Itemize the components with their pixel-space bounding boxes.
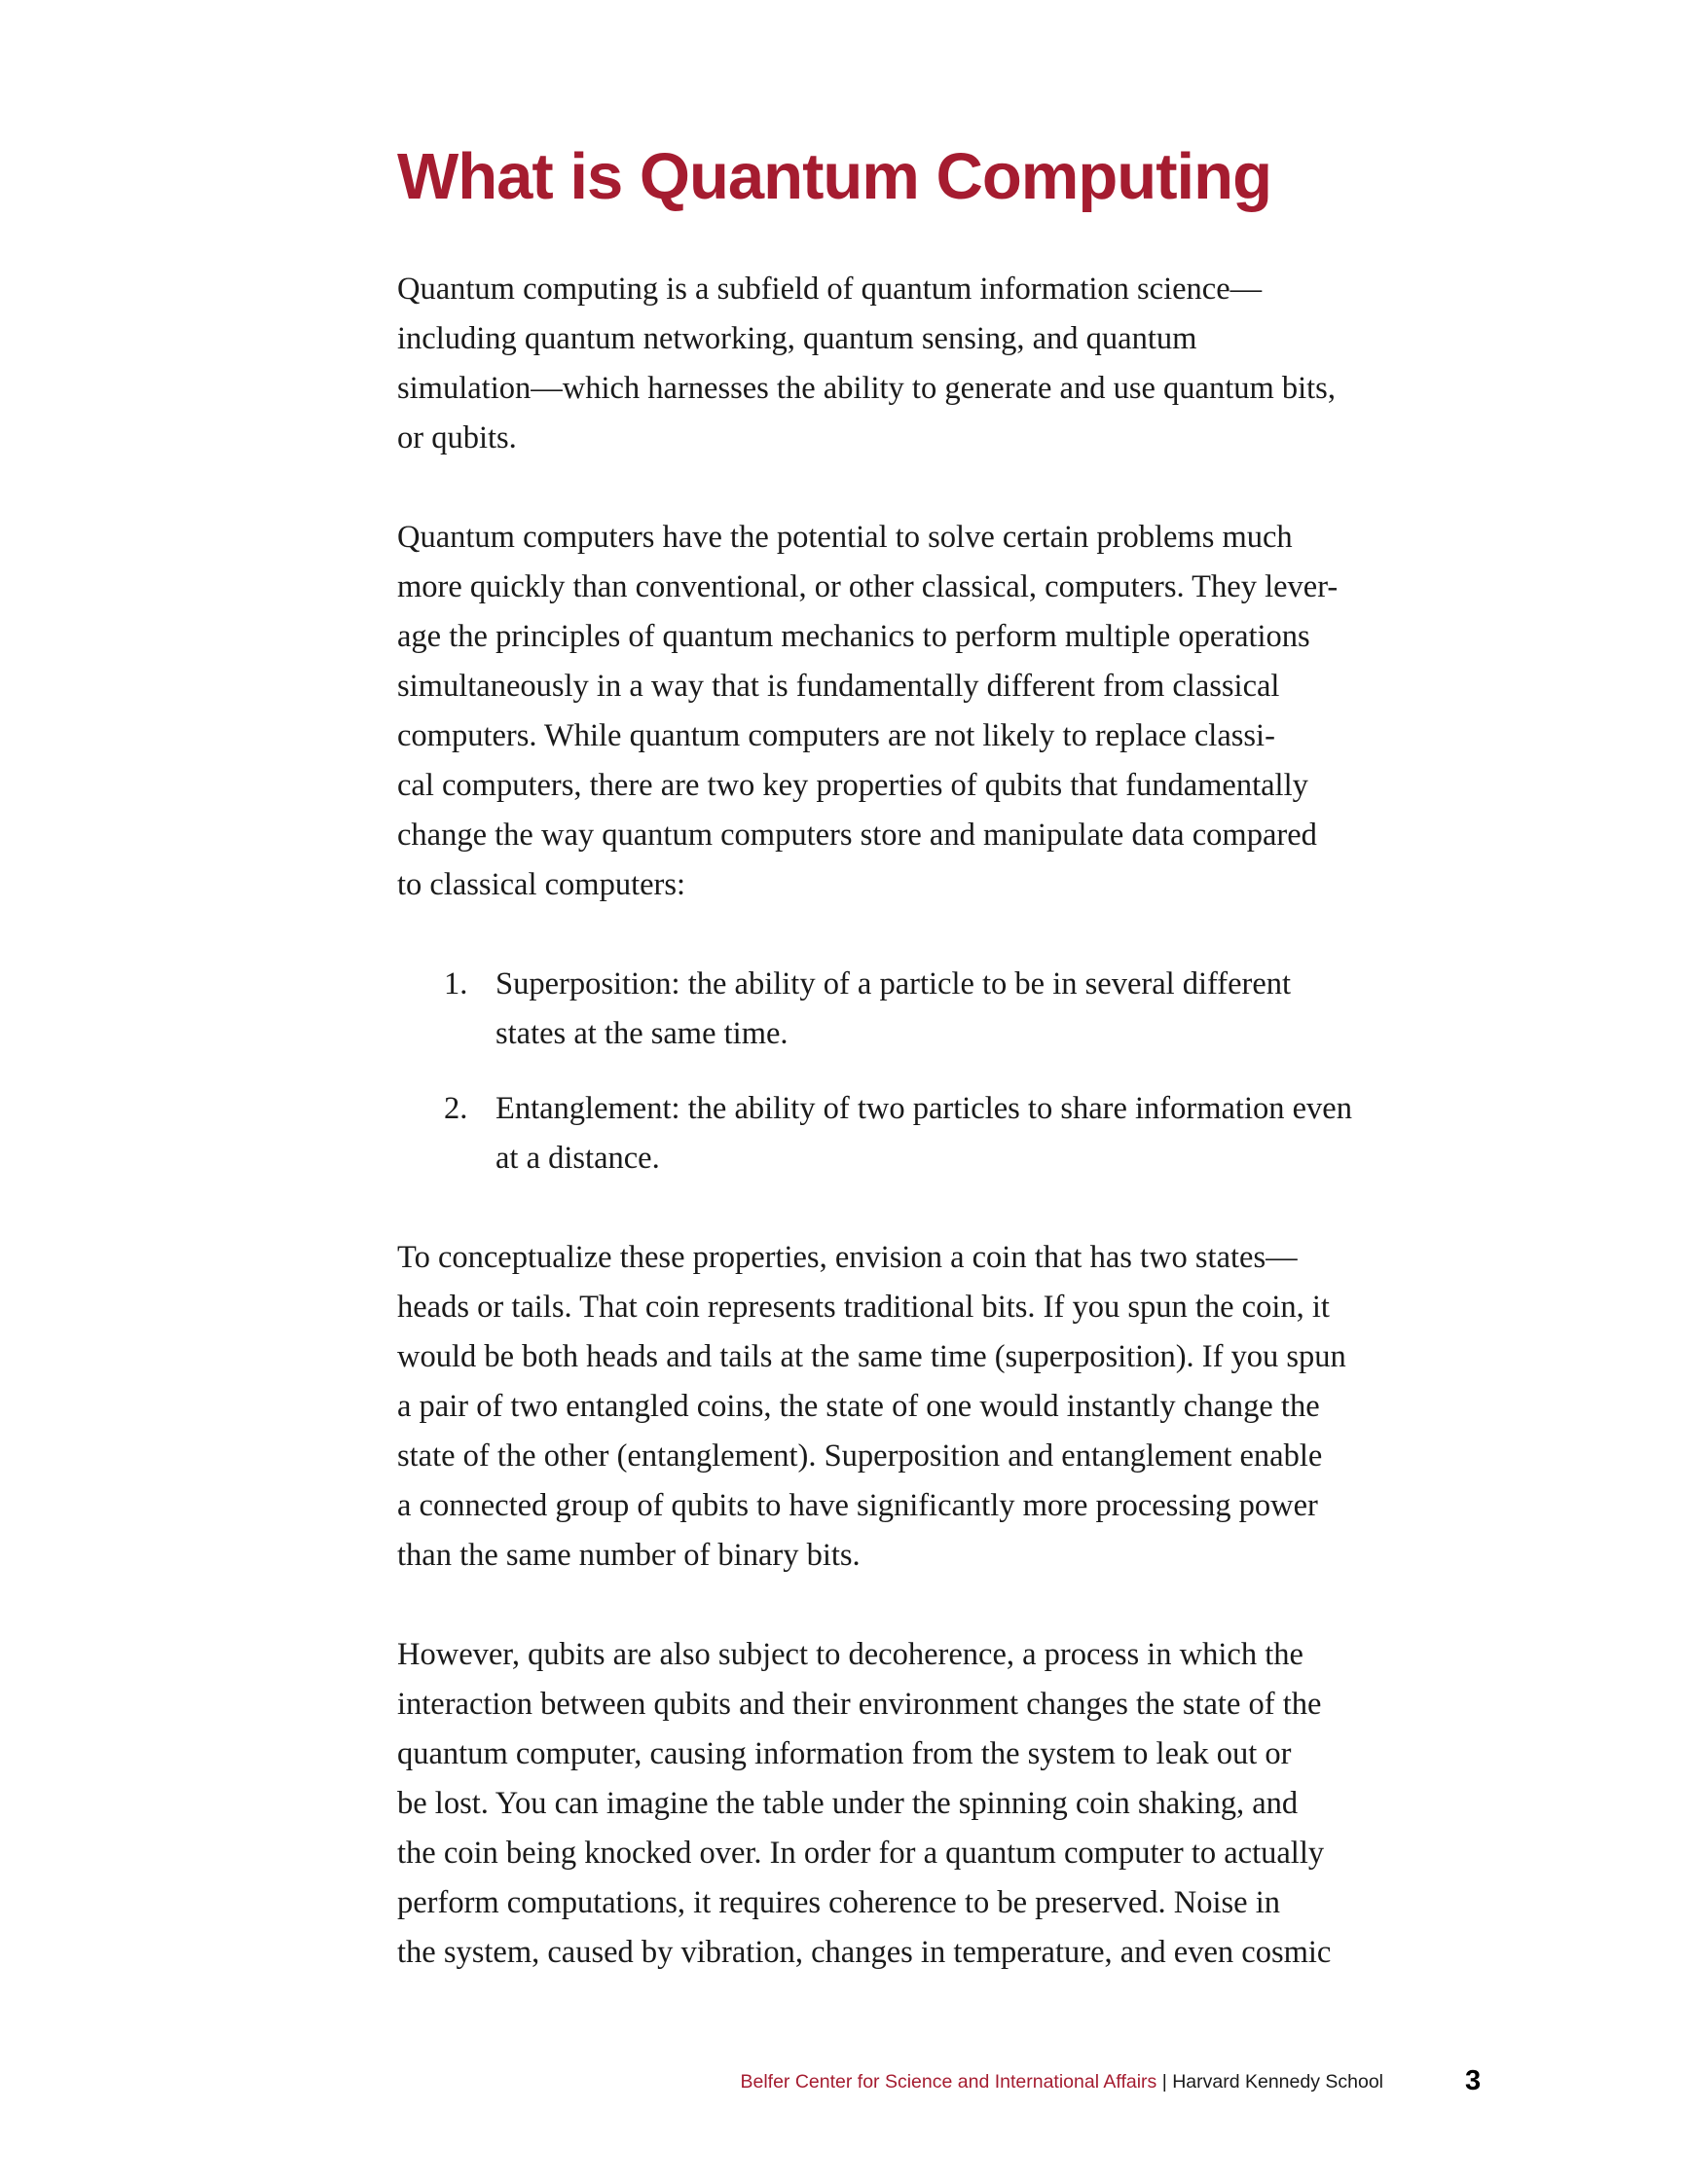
text-line: To conceptualize these properties, envision a coin that has two states— [397, 1240, 1298, 1275]
text-line: be lost. You can imagine the table under the spinning coin shaking, and [397, 1786, 1299, 1821]
text-line: at a distance. [495, 1141, 660, 1176]
text-line: Superposition: the ability of a particle to be in several different [495, 966, 1292, 1001]
page-number: 3 [1465, 2065, 1482, 2096]
footer-separator: | [1156, 2071, 1173, 2093]
text-line: However, qubits are also subject to decoherence, a process in which the [397, 1637, 1303, 1672]
list-number: 2. [444, 1091, 468, 1126]
paragraph-potential [397, 513, 1400, 910]
list-item-superposition [397, 960, 1400, 1059]
text-line: a connected group of qubits to have significantly more processing power [397, 1488, 1318, 1523]
text-line: state of the other (entanglement). Superposition and entanglement enable [397, 1438, 1323, 1474]
text-line: a pair of two entangled coins, the state of one would instantly change the [397, 1389, 1320, 1424]
text-line: than the same number of binary bits. [397, 1538, 861, 1573]
text-line: to classical computers: [397, 867, 686, 902]
page-title: What is Quantum Computing [397, 140, 1272, 213]
text-line: more quickly than conventional, or other classical, computers. They lever- [397, 569, 1339, 604]
text-line: heads or tails. That coin represents traditional bits. If you spun the coin, it [397, 1290, 1330, 1325]
text-line: would be both heads and tails at the same time (superposition). If you spun [397, 1339, 1346, 1374]
text-line: Quantum computers have the potential to solve certain problems much [397, 520, 1293, 555]
properties-list [397, 960, 1400, 1183]
paragraph-coin-analogy [397, 1233, 1400, 1581]
page-footer [740, 2071, 1383, 2093]
body-text [397, 265, 1400, 2027]
text-line: including quantum networking, quantum sensing, and quantum [397, 321, 1197, 356]
text-line: perform computations, it requires coherence to be preserved. Noise in [397, 1885, 1280, 1920]
text-line: the system, caused by vibration, changes in temperature, and even cosmic [397, 1935, 1332, 1970]
text-line: the coin being knocked over. In order for a quantum computer to actually [397, 1836, 1325, 1871]
text-line: Quantum computing is a subfield of quantum information science— [397, 272, 1263, 307]
paragraph-intro [397, 265, 1400, 463]
text-line: computers. While quantum computers are not likely to replace classi- [397, 718, 1275, 753]
text-line: simultaneously in a way that is fundamentally different from classical [397, 669, 1280, 704]
list-number: 1. [444, 966, 468, 1001]
text-line: age the principles of quantum mechanics to perform multiple operations [397, 619, 1310, 654]
footer-organization: Belfer Center for Science and International Affairs [740, 2071, 1157, 2093]
text-line: interaction between qubits and their environment changes the state of the [397, 1687, 1322, 1722]
paragraph-decoherence [397, 1630, 1400, 1978]
text-line: simulation—which harnesses the ability to generate and use quantum bits, [397, 371, 1336, 406]
text-line: cal computers, there are two key properties of qubits that fundamentally [397, 768, 1308, 803]
footer-school: Harvard Kennedy School [1172, 2071, 1383, 2093]
text-line: or qubits. [397, 420, 517, 455]
text-line: Entanglement: the ability of two particles to share information even [495, 1091, 1352, 1126]
list-item-entanglement [397, 1084, 1400, 1183]
text-line: change the way quantum computers store and manipulate data compared [397, 818, 1317, 853]
text-line: quantum computer, causing information from the system to leak out or [397, 1736, 1292, 1771]
text-line: states at the same time. [495, 1016, 789, 1051]
